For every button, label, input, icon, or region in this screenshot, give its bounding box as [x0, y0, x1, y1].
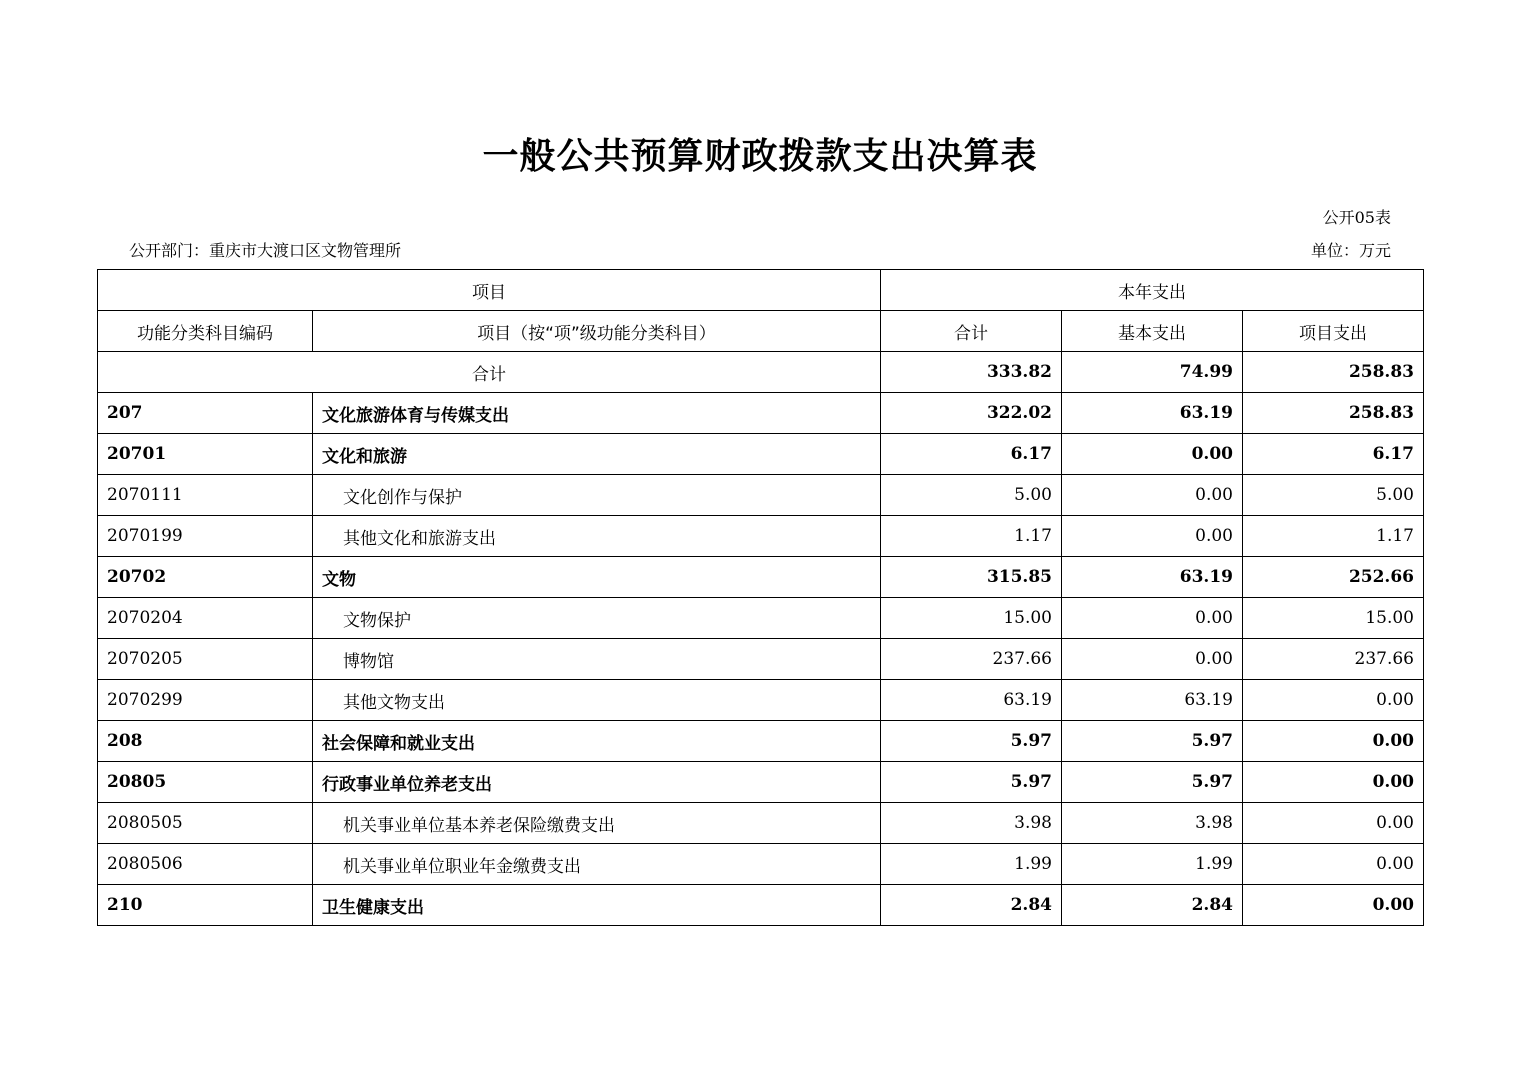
table-row [98, 762, 1424, 803]
row-project: 0.00 [1243, 762, 1424, 803]
row-total: 63.19 [881, 680, 1062, 721]
row-name: 文化旅游体育与传媒支出 [313, 393, 881, 434]
row-code: 20702 [98, 557, 313, 598]
row-code: 20805 [98, 762, 313, 803]
row-total: 2.84 [881, 885, 1062, 926]
header-code: 功能分类科目编码 [98, 311, 313, 352]
row-basic: 63.19 [1062, 557, 1243, 598]
header-row-2 [98, 311, 1424, 352]
row-project: 0.00 [1243, 680, 1424, 721]
row-code: 2080505 [98, 803, 313, 844]
table-row [98, 803, 1424, 844]
header-project: 项目支出 [1243, 311, 1424, 352]
row-name: 博物馆 [313, 639, 881, 680]
row-project: 252.66 [1243, 557, 1424, 598]
row-basic: 5.97 [1062, 762, 1243, 803]
header-item-by-category: 项目（按“项”级功能分类科目） [313, 311, 881, 352]
total-row-label: 合计 [98, 352, 881, 393]
unit-label: 单位：万元 [1310, 241, 1391, 260]
row-name: 社会保障和就业支出 [313, 721, 881, 762]
row-total: 237.66 [881, 639, 1062, 680]
row-name: 行政事业单位养老支出 [313, 762, 881, 803]
table-row [98, 885, 1424, 926]
table-row [98, 721, 1424, 762]
row-basic: 1.99 [1062, 844, 1243, 885]
row-project: 0.00 [1243, 844, 1424, 885]
row-project: 6.17 [1243, 434, 1424, 475]
total-row-project: 258.83 [1243, 352, 1424, 393]
table-row [98, 557, 1424, 598]
row-name: 其他文化和旅游支出 [313, 516, 881, 557]
page-title: 一般公共预算财政拨款支出决算表 [482, 136, 1038, 177]
row-project: 0.00 [1243, 721, 1424, 762]
row-name: 文化和旅游 [313, 434, 881, 475]
row-basic: 3.98 [1062, 803, 1243, 844]
row-basic: 0.00 [1062, 475, 1243, 516]
row-basic: 0.00 [1062, 598, 1243, 639]
row-project: 15.00 [1243, 598, 1424, 639]
row-name: 文物 [313, 557, 881, 598]
row-total: 5.97 [881, 721, 1062, 762]
header-item: 项目 [98, 270, 881, 311]
table-row [98, 639, 1424, 680]
table-row [98, 393, 1424, 434]
row-basic: 2.84 [1062, 885, 1243, 926]
row-code: 210 [98, 885, 313, 926]
row-name: 卫生健康支出 [313, 885, 881, 926]
row-basic: 63.19 [1062, 680, 1243, 721]
expense-table [97, 269, 1424, 926]
table-number: 公开05表 [1322, 208, 1391, 227]
row-code: 2070299 [98, 680, 313, 721]
row-code: 20701 [98, 434, 313, 475]
row-basic: 5.97 [1062, 721, 1243, 762]
header-current-year-expense: 本年支出 [881, 270, 1424, 311]
row-basic: 63.19 [1062, 393, 1243, 434]
row-code: 207 [98, 393, 313, 434]
row-basic: 0.00 [1062, 639, 1243, 680]
row-total: 322.02 [881, 393, 1062, 434]
row-total: 1.17 [881, 516, 1062, 557]
row-code: 2070111 [98, 475, 313, 516]
row-total: 1.99 [881, 844, 1062, 885]
row-code: 2080506 [98, 844, 313, 885]
row-code: 2070204 [98, 598, 313, 639]
table-row [98, 516, 1424, 557]
table-row [98, 598, 1424, 639]
row-code: 2070205 [98, 639, 313, 680]
row-basic: 0.00 [1062, 434, 1243, 475]
total-row [98, 352, 1424, 393]
row-project: 5.00 [1243, 475, 1424, 516]
header-total: 合计 [881, 311, 1062, 352]
total-row-total: 333.82 [881, 352, 1062, 393]
row-project: 258.83 [1243, 393, 1424, 434]
row-project: 0.00 [1243, 885, 1424, 926]
table-row [98, 434, 1424, 475]
row-code: 208 [98, 721, 313, 762]
table-row [98, 475, 1424, 516]
row-project: 1.17 [1243, 516, 1424, 557]
header-basic: 基本支出 [1062, 311, 1243, 352]
row-total: 6.17 [881, 434, 1062, 475]
row-name: 机关事业单位职业年金缴费支出 [313, 844, 881, 885]
row-project: 237.66 [1243, 639, 1424, 680]
total-row-basic: 74.99 [1062, 352, 1243, 393]
row-project: 0.00 [1243, 803, 1424, 844]
row-total: 5.00 [881, 475, 1062, 516]
row-total: 15.00 [881, 598, 1062, 639]
row-code: 2070199 [98, 516, 313, 557]
row-total: 3.98 [881, 803, 1062, 844]
table-row [98, 844, 1424, 885]
row-name: 其他文物支出 [313, 680, 881, 721]
row-total: 5.97 [881, 762, 1062, 803]
department-label: 公开部门：重庆市大渡口区文物管理所 [129, 241, 402, 260]
row-name: 机关事业单位基本养老保险缴费支出 [313, 803, 881, 844]
table-row [98, 680, 1424, 721]
row-basic: 0.00 [1062, 516, 1243, 557]
row-total: 315.85 [881, 557, 1062, 598]
row-name: 文化创作与保护 [313, 475, 881, 516]
header-row-1 [98, 270, 1424, 311]
row-name: 文物保护 [313, 598, 881, 639]
